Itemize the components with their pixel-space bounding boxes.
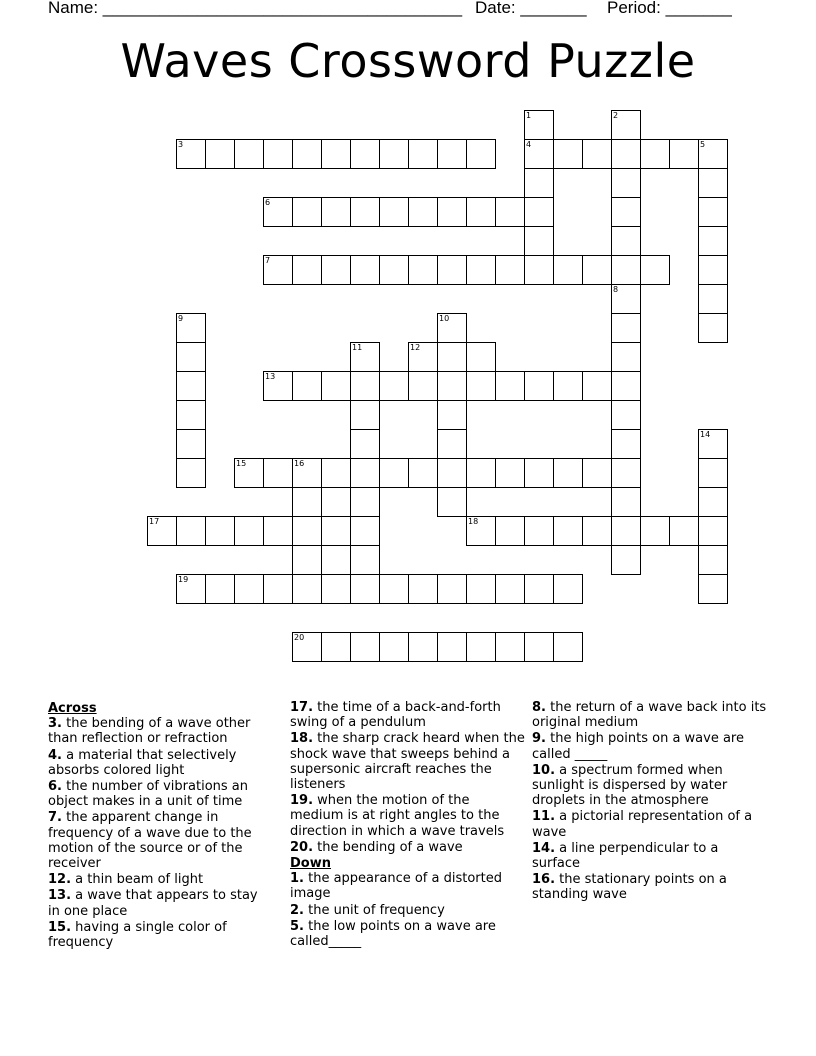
crossword-cell[interactable] <box>379 458 409 488</box>
clue-number-label: 15. <box>48 919 72 935</box>
crossword-cell[interactable] <box>611 197 641 227</box>
crossword-cell[interactable] <box>234 574 264 604</box>
down-clue-list <box>290 871 525 949</box>
across-clue <box>48 810 273 871</box>
crossword-cell[interactable] <box>321 139 351 169</box>
clue-text: the bending of a wave <box>313 839 463 855</box>
crossword-cell[interactable] <box>321 458 351 488</box>
crossword-cell[interactable] <box>611 458 641 488</box>
clue-number: 14 <box>700 430 711 439</box>
crossword-cell[interactable] <box>408 342 438 372</box>
crossword-cell[interactable] <box>524 110 554 140</box>
clue-number-label: 11. <box>532 809 556 825</box>
crossword-cell[interactable] <box>234 516 264 546</box>
crossword-cell[interactable] <box>350 545 380 575</box>
across-clue-list <box>48 716 273 950</box>
crossword-cell[interactable] <box>611 342 641 372</box>
crossword-cell[interactable] <box>176 400 206 430</box>
clue-text: a spectrum formed when sunlight is dispersed by water droplets in the atmosphere <box>532 762 728 809</box>
crossword-cell[interactable] <box>263 574 293 604</box>
crossword-cell[interactable] <box>292 255 322 285</box>
clue-number: 20 <box>294 633 305 642</box>
crossword-cell[interactable] <box>698 516 728 546</box>
crossword-cell[interactable] <box>437 255 467 285</box>
crossword-cell[interactable] <box>524 168 554 198</box>
clue-text: the unit of frequency <box>303 902 445 918</box>
crossword-cell[interactable] <box>176 574 206 604</box>
crossword-cell[interactable] <box>408 197 438 227</box>
crossword-cell[interactable] <box>292 458 322 488</box>
clue-number-label: 1. <box>290 871 304 887</box>
clue-text: the apparent change in frequency of a wave due to the motion of the source or of the receiver <box>48 810 252 872</box>
clue-text: the bending of a wave other than reflection or refraction <box>48 716 251 747</box>
crossword-cell[interactable] <box>350 458 380 488</box>
date-field[interactable]: Date: _______ <box>475 0 587 17</box>
crossword-cell[interactable] <box>321 255 351 285</box>
down-clue <box>290 871 525 901</box>
crossword-cell[interactable] <box>292 371 322 401</box>
crossword-cell[interactable] <box>466 458 496 488</box>
crossword-cell[interactable] <box>524 197 554 227</box>
crossword-cell[interactable] <box>698 284 728 314</box>
crossword-cell[interactable] <box>524 632 554 662</box>
clue-column-2 <box>290 700 525 950</box>
crossword-cell[interactable] <box>466 574 496 604</box>
crossword-cell[interactable] <box>495 197 525 227</box>
crossword-cell[interactable] <box>176 371 206 401</box>
crossword-cell[interactable] <box>495 632 525 662</box>
crossword-cell[interactable] <box>611 226 641 256</box>
clue-number: 15 <box>236 459 247 468</box>
crossword-cell[interactable] <box>495 458 525 488</box>
crossword-cell[interactable] <box>437 139 467 169</box>
crossword-cell[interactable] <box>524 516 554 546</box>
crossword-cell[interactable] <box>437 313 467 343</box>
crossword-cell[interactable] <box>263 197 293 227</box>
down-clue <box>290 903 525 918</box>
clue-number: 10 <box>439 314 450 323</box>
clue-text: the time of a back-and-forth swing of a pendulum <box>290 700 501 731</box>
clue-text: the stationary points on a standing wave <box>532 872 727 903</box>
crossword-cell[interactable] <box>466 197 496 227</box>
clue-text: a wave that appears to stay in one place <box>48 888 258 919</box>
crossword-cell[interactable] <box>466 342 496 372</box>
crossword-cell[interactable] <box>350 139 380 169</box>
crossword-cell[interactable] <box>698 574 728 604</box>
crossword-cell[interactable] <box>350 342 380 372</box>
across-clue <box>48 872 273 887</box>
crossword-cell[interactable] <box>350 429 380 459</box>
crossword-cell[interactable] <box>408 255 438 285</box>
clue-number-label: 13. <box>48 888 72 904</box>
crossword-cell[interactable] <box>350 197 380 227</box>
crossword-cell[interactable] <box>640 516 670 546</box>
crossword-cell[interactable] <box>350 632 380 662</box>
crossword-cell[interactable] <box>350 255 380 285</box>
crossword-cell[interactable] <box>611 371 641 401</box>
crossword-cell[interactable] <box>611 313 641 343</box>
clue-number-label: 7. <box>48 810 62 826</box>
crossword-cell[interactable] <box>408 632 438 662</box>
clue-text: the high points on a wave are called _____ <box>532 731 744 762</box>
crossword-cell[interactable] <box>524 139 554 169</box>
crossword-cell[interactable] <box>582 139 612 169</box>
clue-number: 5 <box>700 140 706 149</box>
crossword-cell[interactable] <box>611 545 641 575</box>
crossword-cell[interactable] <box>292 632 322 662</box>
crossword-cell[interactable] <box>205 574 235 604</box>
crossword-cell[interactable] <box>495 371 525 401</box>
crossword-cell[interactable] <box>553 516 583 546</box>
crossword-cell[interactable] <box>176 458 206 488</box>
crossword-cell[interactable] <box>466 371 496 401</box>
crossword-cell[interactable] <box>611 400 641 430</box>
across-clue <box>48 920 273 950</box>
crossword-cell[interactable] <box>234 139 264 169</box>
crossword-cell[interactable] <box>698 487 728 517</box>
clue-number: 17 <box>149 517 160 526</box>
clue-number: 1 <box>526 111 532 120</box>
crossword-cell[interactable] <box>640 255 670 285</box>
crossword-cell[interactable] <box>611 429 641 459</box>
clue-column-1 <box>48 700 273 951</box>
across-clue <box>290 793 525 839</box>
clue-text: when the motion of the medium is at right angles to the direction in which a wave travels <box>290 793 505 839</box>
crossword-cell[interactable] <box>553 139 583 169</box>
crossword-cell[interactable] <box>292 516 322 546</box>
crossword-cell[interactable] <box>698 255 728 285</box>
crossword-cell[interactable] <box>379 255 409 285</box>
crossword-cell[interactable] <box>292 197 322 227</box>
down-heading: Down <box>290 856 331 872</box>
crossword-cell[interactable] <box>582 516 612 546</box>
clue-text: the return of a wave back into its original medium <box>532 700 767 731</box>
crossword-cell[interactable] <box>553 255 583 285</box>
crossword-cell[interactable] <box>524 574 554 604</box>
across-clue <box>290 700 525 730</box>
crossword-cell[interactable] <box>466 632 496 662</box>
across-clue <box>48 748 273 778</box>
crossword-cell[interactable] <box>466 516 496 546</box>
down-clue-list-continued <box>532 700 767 903</box>
down-clue <box>532 700 767 730</box>
crossword-cell[interactable] <box>147 516 177 546</box>
crossword-cell[interactable] <box>437 429 467 459</box>
crossword-cell[interactable] <box>379 197 409 227</box>
down-clue <box>532 872 767 902</box>
clue-number-label: 2. <box>290 902 304 918</box>
crossword-cell[interactable] <box>321 632 351 662</box>
crossword-cell[interactable] <box>524 255 554 285</box>
clue-number: 19 <box>178 575 189 584</box>
crossword-cell[interactable] <box>611 516 641 546</box>
crossword-cell[interactable] <box>437 371 467 401</box>
across-clue <box>290 731 525 792</box>
name-field[interactable]: Name: ______________________________________ <box>48 0 463 17</box>
crossword-cell[interactable] <box>553 371 583 401</box>
crossword-cell[interactable] <box>437 458 467 488</box>
crossword-cell[interactable] <box>292 139 322 169</box>
crossword-cell[interactable] <box>263 458 293 488</box>
across-heading: Across <box>48 701 97 716</box>
down-clue <box>532 841 767 871</box>
clue-number-label: 9. <box>532 731 546 747</box>
crossword-cell[interactable] <box>524 371 554 401</box>
crossword-cell[interactable] <box>669 516 699 546</box>
crossword-cell[interactable] <box>640 139 670 169</box>
clue-number: 11 <box>352 343 363 352</box>
clue-text: a thin beam of light <box>71 872 204 888</box>
clue-text: a material that selectively absorbs colored light <box>48 747 237 778</box>
page-title: Waves Crossword Puzzle <box>120 34 696 88</box>
crossword-cell[interactable] <box>321 516 351 546</box>
across-clue <box>290 840 525 855</box>
clue-number-label: 16. <box>532 872 556 888</box>
clue-number-label: 18. <box>290 731 314 747</box>
across-clue <box>48 888 273 918</box>
crossword-cell[interactable] <box>611 168 641 198</box>
crossword-cell[interactable] <box>350 487 380 517</box>
crossword-cell[interactable] <box>176 342 206 372</box>
crossword-cell[interactable] <box>553 458 583 488</box>
clue-number-label: 3. <box>48 716 62 732</box>
clue-number: 18 <box>468 517 479 526</box>
crossword-cell[interactable] <box>263 255 293 285</box>
crossword-cell[interactable] <box>321 574 351 604</box>
crossword-cell[interactable] <box>292 487 322 517</box>
crossword-cell[interactable] <box>437 487 467 517</box>
clue-number: 2 <box>613 111 619 120</box>
crossword-cell[interactable] <box>437 574 467 604</box>
crossword-cell[interactable] <box>611 255 641 285</box>
crossword-cell[interactable] <box>495 574 525 604</box>
clue-number: 4 <box>526 140 532 149</box>
crossword-cell[interactable] <box>611 139 641 169</box>
clue-number-label: 5. <box>290 918 304 934</box>
crossword-cell[interactable] <box>524 226 554 256</box>
crossword-cell[interactable] <box>292 574 322 604</box>
down-clue <box>532 731 767 761</box>
crossword-cell[interactable] <box>176 313 206 343</box>
crossword-cell[interactable] <box>350 371 380 401</box>
crossword-cell[interactable] <box>176 139 206 169</box>
clue-number: 13 <box>265 372 276 381</box>
clue-text: the low points on a wave are called_____ <box>290 918 496 950</box>
across-clue <box>48 716 273 746</box>
crossword-cell[interactable] <box>176 429 206 459</box>
crossword-cell[interactable] <box>205 139 235 169</box>
clue-text: the appearance of a distorted image <box>290 871 502 902</box>
clue-number-label: 17. <box>290 700 314 715</box>
crossword-cell[interactable] <box>437 197 467 227</box>
clue-number: 7 <box>265 256 271 265</box>
crossword-cell[interactable] <box>611 110 641 140</box>
crossword-cell[interactable] <box>350 574 380 604</box>
clue-text: having a single color of frequency <box>48 919 227 951</box>
clue-text: a line perpendicular to a surface <box>532 840 719 872</box>
crossword-cell[interactable] <box>437 632 467 662</box>
crossword-cell[interactable] <box>698 139 728 169</box>
clue-number: 9 <box>178 314 184 323</box>
crossword-cell[interactable] <box>350 400 380 430</box>
crossword-cell[interactable] <box>263 516 293 546</box>
crossword-cell[interactable] <box>379 632 409 662</box>
clue-number-label: 4. <box>48 747 62 763</box>
crossword-cell[interactable] <box>379 574 409 604</box>
crossword-cell[interactable] <box>698 197 728 227</box>
crossword-cell[interactable] <box>350 516 380 546</box>
clue-number: 12 <box>410 343 421 352</box>
crossword-cell[interactable] <box>611 284 641 314</box>
clue-number-label: 8. <box>532 700 546 715</box>
down-clue <box>532 763 767 809</box>
crossword-cell[interactable] <box>437 400 467 430</box>
crossword-cell[interactable] <box>553 632 583 662</box>
crossword-cell[interactable] <box>321 371 351 401</box>
crossword-cell[interactable] <box>205 516 235 546</box>
clue-number: 8 <box>613 285 619 294</box>
crossword-cell[interactable] <box>437 342 467 372</box>
crossword-cell[interactable] <box>466 255 496 285</box>
clue-text: the number of vibrations an object makes in a unit of time <box>48 779 248 810</box>
crossword-cell[interactable] <box>263 371 293 401</box>
crossword-cell[interactable] <box>495 255 525 285</box>
crossword-cell[interactable] <box>263 139 293 169</box>
crossword-cell[interactable] <box>292 545 322 575</box>
down-clue <box>290 919 525 949</box>
crossword-cell[interactable] <box>698 313 728 343</box>
crossword-cell[interactable] <box>669 139 699 169</box>
crossword-cell[interactable] <box>582 458 612 488</box>
crossword-cell[interactable] <box>698 226 728 256</box>
crossword-cell[interactable] <box>698 429 728 459</box>
clue-number-label: 20. <box>290 839 314 855</box>
crossword-cell[interactable] <box>582 371 612 401</box>
crossword-cell[interactable] <box>698 458 728 488</box>
crossword-cell[interactable] <box>408 139 438 169</box>
crossword-cell[interactable] <box>379 139 409 169</box>
crossword-cell[interactable] <box>379 371 409 401</box>
crossword-cell[interactable] <box>698 168 728 198</box>
clue-column-3 <box>532 700 767 904</box>
crossword-cell[interactable] <box>553 574 583 604</box>
clue-number-label: 14. <box>532 840 556 856</box>
crossword-cell[interactable] <box>466 139 496 169</box>
clue-number-label: 10. <box>532 762 556 778</box>
across-clue-list-continued <box>290 700 525 855</box>
clue-number: 16 <box>294 459 305 468</box>
crossword-cell[interactable] <box>321 197 351 227</box>
crossword-cell[interactable] <box>176 516 206 546</box>
across-clue <box>48 779 273 809</box>
crossword-cell[interactable] <box>611 487 641 517</box>
crossword-cell[interactable] <box>495 516 525 546</box>
clue-number: 6 <box>265 198 271 207</box>
clue-text: the sharp crack heard when the shock wave that sweeps behind a supersonic aircraft reaches the listeners <box>290 731 525 793</box>
crossword-cell[interactable] <box>408 371 438 401</box>
crossword-cell[interactable] <box>234 458 264 488</box>
crossword-cell[interactable] <box>582 255 612 285</box>
crossword-cell[interactable] <box>408 574 438 604</box>
crossword-cell[interactable] <box>698 545 728 575</box>
clue-text: a pictorial representation of a wave <box>532 809 753 840</box>
down-clue <box>532 809 767 839</box>
crossword-cell[interactable] <box>408 458 438 488</box>
clue-number-label: 12. <box>48 872 72 888</box>
crossword-cell[interactable] <box>524 458 554 488</box>
clue-number-label: 19. <box>290 793 314 809</box>
period-field[interactable]: Period: _______ <box>607 0 732 17</box>
clue-number: 3 <box>178 140 184 149</box>
clue-number-label: 6. <box>48 779 62 795</box>
